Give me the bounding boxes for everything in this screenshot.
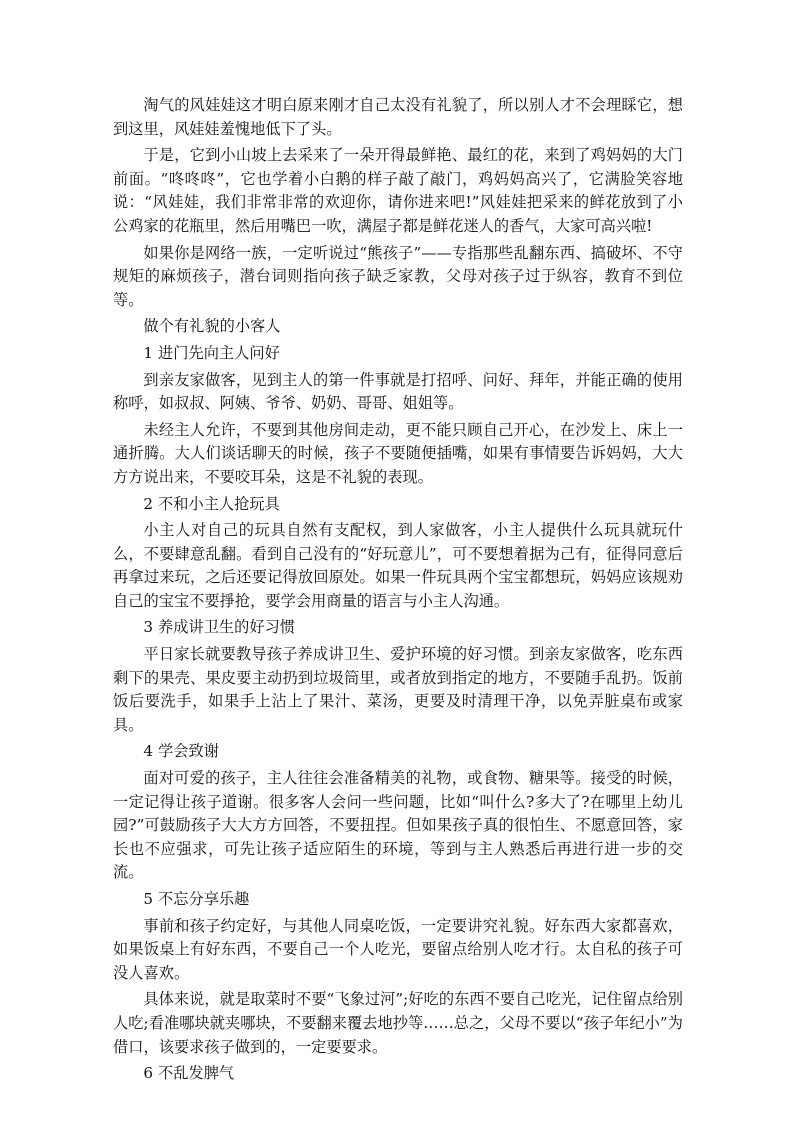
paragraph: 到亲友家做客，见到主人的第一件事就是打招呼、问好、拜年，并能正确的使用称呼，如叔叔、阿姨、爷爷、奶奶、哥哥、姐姐等。: [113, 370, 683, 413]
section-heading: 6 不乱发脾气: [143, 1064, 235, 1083]
paragraph: 事前和孩子约定好，与其他人同桌吃饭，一定要讲究礼貌。好东西大家都喜欢，如果饭桌上有好东西，不要自己一个人吃光，要留点给别人吃才行。太自私的孩子可没人喜欢。: [113, 916, 683, 982]
section-heading: 3 养成讲卫生的好习惯: [143, 618, 296, 637]
section-heading: 5 不忘分享乐趣: [143, 890, 250, 908]
paragraph: 未经主人允许，不要到其他房间走动，更不能只顾自己开心，在沙发上、床上一通折腾。大人们谈话聊天的时候，孩子不要随便插嘴，如果有事情要告诉妈妈，大大方方说出来，不要咬耳朵，这是不礼貌的表现。: [113, 420, 683, 486]
document-body: [113, 94, 683, 1089]
section-heading: 1 进门先向主人问好: [143, 343, 280, 362]
paragraph: 如果你是网络一族，一定听说过“熊孩子”——专指那些乱翻东西、搞破坏、不守规矩的麻烦孩子，潜台词则指向孩子缺乏家教，父母对孩子过于纵容，教育不到位等。: [113, 243, 683, 309]
paragraph: 于是，它到小山坡上去采来了一朵开得最鲜艳、最红的花，来到了鸡妈妈的大门前面。“咚咚咚”，它也学着小白鹅的样子敲了敲门，鸡妈妈高兴了，它满脸笑容地说：“风娃娃，我们非常非常的欢迎你，请你进来吧!”风娃娃把采来的鲜花放到了小公鸡家的花瓶里，然后用嘴巴一吹，满屋子都是鲜花迷人的香气，大家可高兴啦!: [113, 146, 683, 235]
section-title: 做个有礼貌的小客人: [143, 317, 281, 336]
section-heading: 4 学会致谢: [143, 742, 219, 761]
paragraph: 小主人对自己的玩具自然有支配权，到人家做客，小主人提供什么玩具就玩什么，不要肆意乱翻。看到自己没有的“好玩意儿”，可不要想着据为己有，征得同意后再拿过来玩，之后还要记得放回原处。如果一件玩具两个宝宝都想玩，妈妈应该规劝自己的宝宝不要掙抢，要学会用商量的语言与小主人沟通。: [113, 521, 683, 610]
paragraph: 淘气的风娃娃这才明白原来刚才自己太没有礼貌了，所以别人才不会理睬它，想到这里，风娃娃羞愧地低下了头。: [113, 96, 683, 138]
section-heading: 2 不和小主人抢玩具: [143, 494, 280, 513]
paragraph: 具体来说，就是取菜时不要“飞象过河”;好吃的东西不要自己吃光，记住留点给别人吃;看准哪块就夹哪块，不要翻来覆去地抄等……总之，父母不要以“孩子年纪小”为借口，该要求孩子做到的，一定要要求。: [113, 990, 683, 1056]
paragraph: 平日家长就要教导孩子养成讲卫生、爱护环境的好习惯。到亲友家做客，吃东西剩下的果壳、果皮要主动扔到垃圾筒里，或者放到指定的地方，不要随手乱扔。饭前饭后要洗手，如果手上沾上了果汁、菜汤，更要及时清理干净，以免弄脏桌布或家具。: [113, 645, 683, 734]
paragraph: 面对可爱的孩子，主人往往会准备精美的礼物，或食物、糖果等。接受的时候，一定记得让孩子道谢。很多客人会问一些问题，比如“叫什么?多大了?在哪里上幼儿园?”可鼓励孩子大大方方回答，不要扭捏。但如果孩子真的很怕生、不愿意回答，家长也不应强求，可先让孩子适应陌生的环境，等到与主人熟悉后再进行进一步的交流。: [113, 769, 683, 882]
